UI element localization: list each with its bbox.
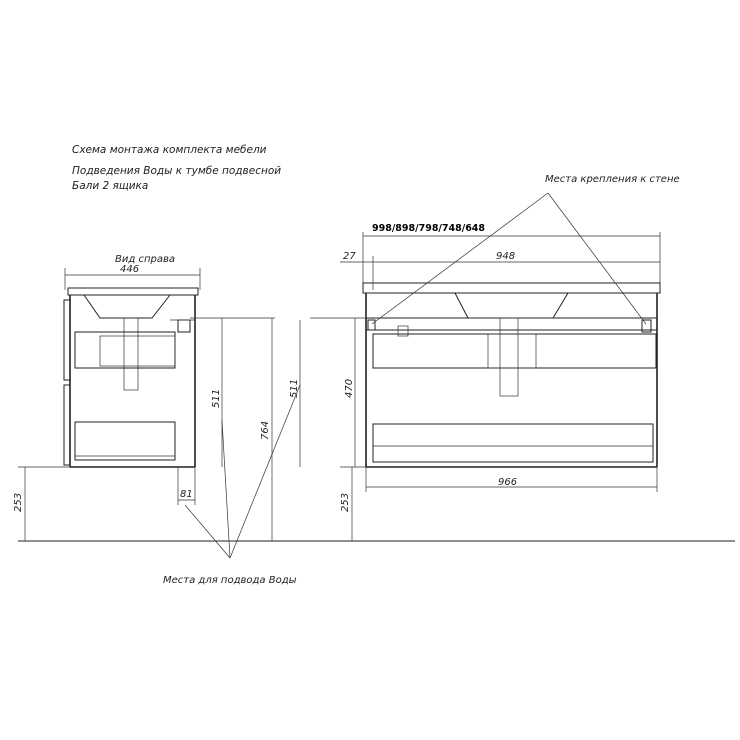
side-drawer-front-bottom [64, 385, 70, 465]
side-countertop [68, 288, 198, 295]
front-drawer-lower [373, 424, 653, 462]
model-widths-label: 998/898/798/748/648 [372, 223, 486, 234]
dim-bottom-width: 966 [498, 477, 518, 488]
front-drawer-upper-cutout [488, 334, 536, 368]
side-wall-bracket [178, 320, 190, 332]
leader-wall-mount [372, 193, 548, 324]
side-view-label: Вид справа [115, 254, 175, 265]
side-siphon [124, 318, 138, 390]
leader-water [222, 420, 230, 558]
dim-height-511-b: 511 [289, 378, 300, 398]
dim-floor-253-right: 253 [340, 492, 351, 512]
leader-water [230, 385, 300, 558]
front-basin [455, 293, 568, 318]
wall-mounts-label: Места крепления к стене [545, 174, 680, 185]
dim-top-width: 948 [496, 251, 516, 262]
front-drawer-upper [373, 334, 656, 368]
front-countertop [363, 283, 660, 293]
dim-offset-81: 81 [180, 489, 193, 500]
title-line-1: Схема монтажа комплекта мебели [72, 144, 267, 156]
side-basin [84, 295, 170, 318]
dim-side-depth: 446 [120, 264, 140, 275]
side-drawer-upper-inner [100, 336, 175, 366]
leader-water [185, 505, 230, 558]
dim-floor-253-left: 253 [13, 492, 24, 512]
side-drawer-lower [75, 422, 175, 460]
front-bracket-left [368, 320, 375, 330]
side-drawer-upper [75, 332, 175, 368]
dim-height-511-a: 511 [211, 388, 222, 408]
side-drawer-front-top [64, 300, 70, 380]
title-line-2: Подведения Воды к тумбе подвесной [72, 165, 282, 177]
dim-height-470: 470 [344, 378, 355, 398]
front-view [310, 174, 680, 541]
dim-height-764: 764 [260, 420, 271, 440]
water-supply-label: Места для подвода Воды [163, 575, 297, 586]
leader-wall-mount [548, 193, 646, 324]
side-view [13, 254, 300, 558]
title-line-3: Бали 2 ящика [72, 180, 149, 192]
dim-offset-27: 27 [343, 251, 356, 262]
